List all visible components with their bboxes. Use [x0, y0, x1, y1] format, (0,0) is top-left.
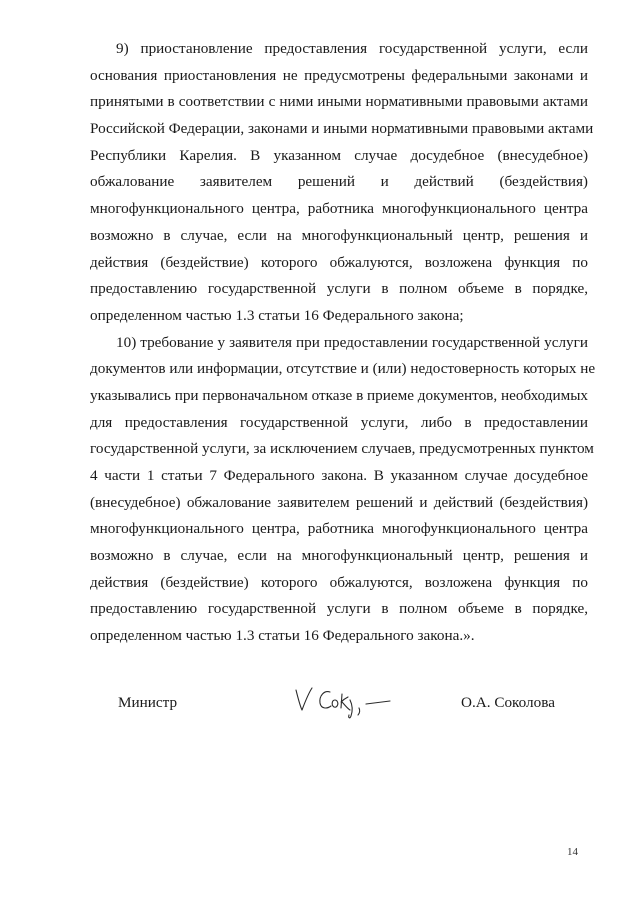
text-line: многофункционального центра, работника многофункционального центра: [90, 520, 588, 538]
text-line: для предоставления государственной услуги, либо в предоставлении: [90, 413, 588, 431]
paragraph-item-10: [90, 330, 596, 650]
text-line: 10) требование у заявителя при предоставлении государственной услуги: [116, 333, 588, 351]
text-line: Российской Федерации, законами и иными нормативными правовыми актами: [90, 120, 594, 138]
text-line: 9) приостановление предоставления государственной услуги, если: [116, 40, 588, 57]
page-number: 14: [567, 846, 578, 858]
document-body: [90, 36, 596, 650]
signer-position: Министр: [118, 694, 178, 711]
text-line: принятыми в соответствии с ними иными нормативными правовыми актами: [90, 93, 588, 111]
text-line: предоставлению государственной услуги в полном объеме в порядке,: [90, 600, 588, 618]
text-line: указывались при первоначальном отказе в приеме документов, необходимых: [90, 386, 588, 404]
text-line: определенном частью 1.3 статьи 16 Федерального закона.».: [90, 627, 475, 645]
text-line: Республики Карелия. В указанном случае досудебное (внесудебное): [90, 146, 588, 164]
text-line: многофункционального центра, работника многофункционального центра: [90, 200, 588, 218]
signature-block: [0, 688, 640, 728]
text-line: 4 части 1 статьи 7 Федерального закона. В указанном случае досудебное: [90, 467, 588, 484]
text-line: государственной услуги, за исключением случаев, предусмотренных пунктом: [90, 440, 594, 458]
signer-name: О.А. Соколова: [461, 694, 555, 711]
handwritten-signature: [290, 680, 400, 720]
text-line: основания приостановления не предусмотрены федеральными законами и: [90, 66, 588, 84]
text-line: документов или информации, отсутствие и (или) недостоверность которых не: [90, 360, 596, 378]
text-line: обжалование заявителем решений и действий (бездействия): [90, 173, 588, 191]
text-line: действия (бездействие) которого обжалуются, возложена функция по: [90, 573, 588, 591]
text-line: возможно в случае, если на многофункциональный центр, решения и: [90, 547, 588, 565]
text-line: определенном частью 1.3 статьи 16 Федерального закона;: [90, 306, 464, 324]
paragraph-item-9: [90, 36, 594, 330]
text-line: возможно в случае, если на многофункциональный центр, решения и: [90, 226, 588, 244]
text-line: предоставлению государственной услуги в полном объеме в порядке,: [90, 280, 588, 298]
text-line: (внесудебное) обжалование заявителем решений и действий (бездействия): [90, 493, 588, 511]
text-line: действия (бездействие) которого обжалуются, возложена функция по: [90, 253, 588, 271]
